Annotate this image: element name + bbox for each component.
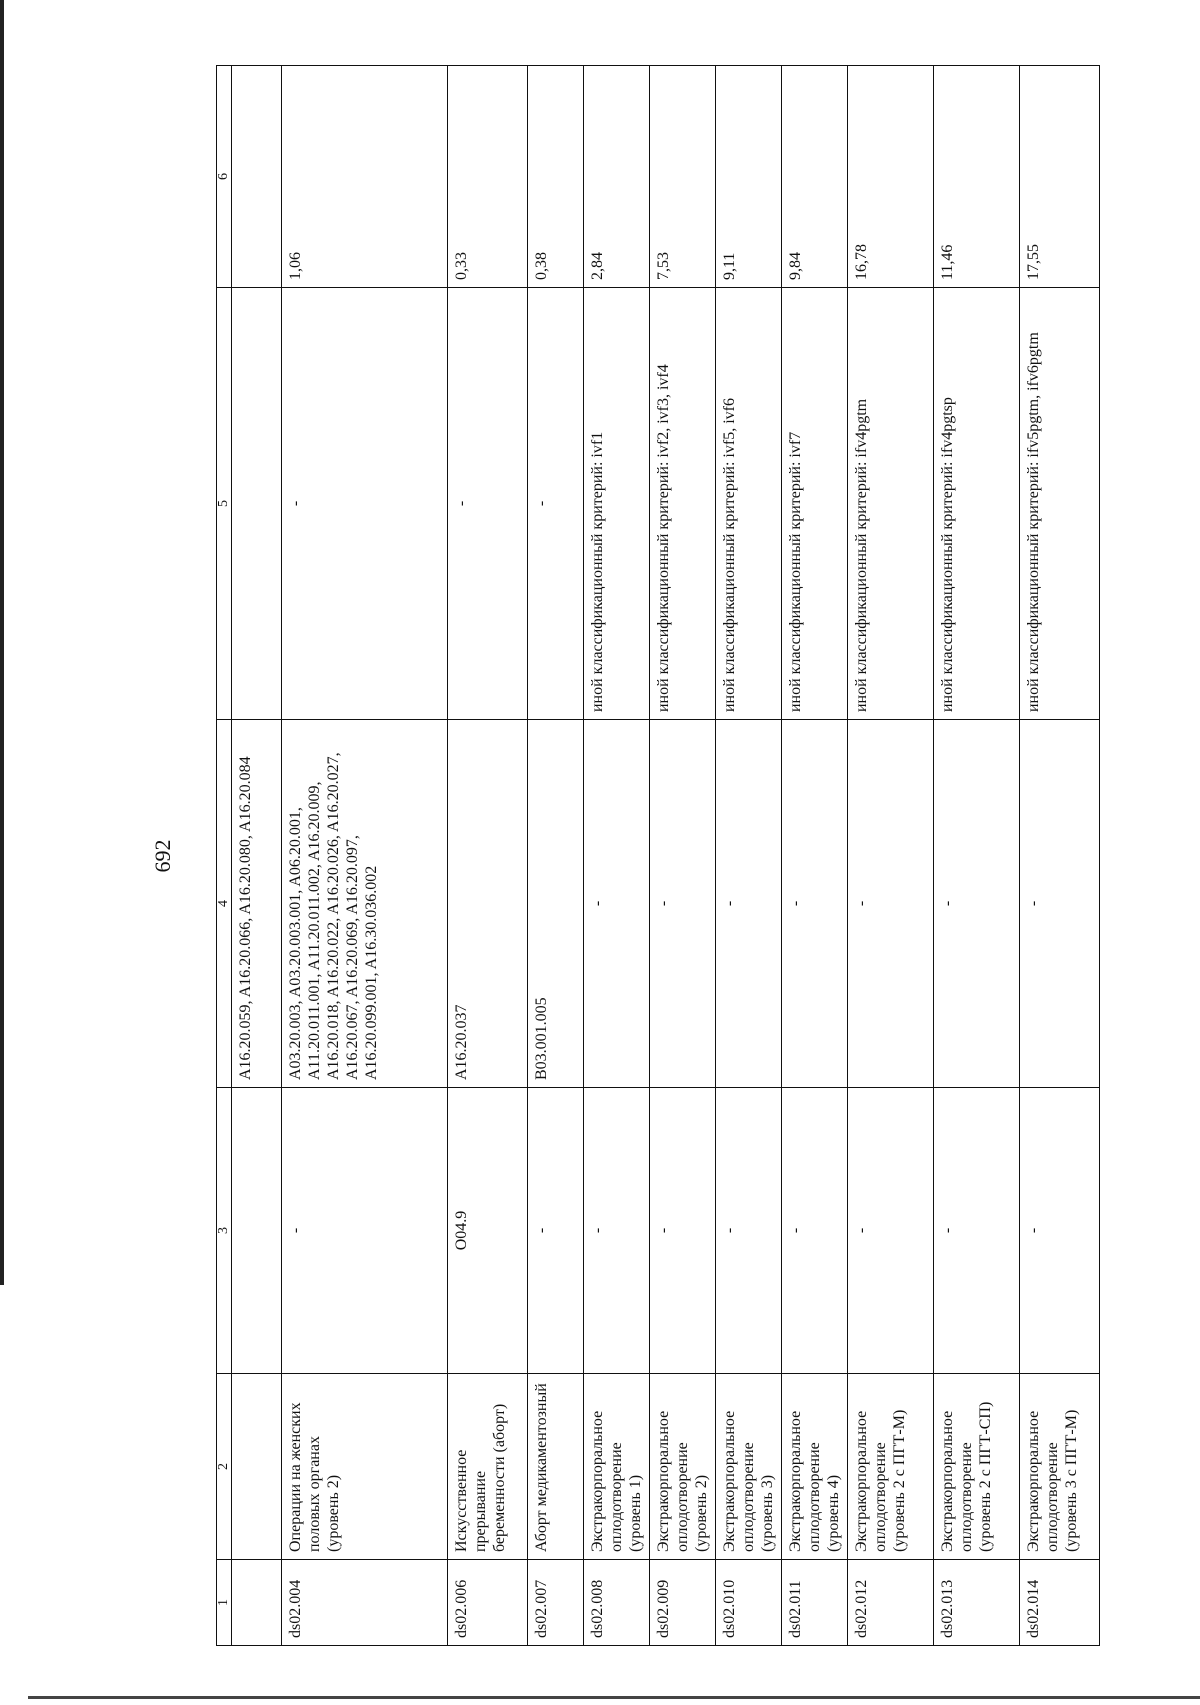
icd-code-cell: - — [282, 1088, 448, 1374]
code-cell: ds02.006 — [448, 1560, 528, 1646]
table-row — [650, 66, 716, 1646]
column-header: 5 — [217, 288, 232, 720]
criteria-cell: иной классификационный критерий: ifv4pgtm — [848, 288, 934, 720]
name-cell — [232, 1374, 282, 1560]
name-cell: Экстракорпоральное оплодотворение (уровень 2 с ПГТ-СП) — [934, 1374, 1020, 1560]
icd-code-cell: - — [934, 1088, 1020, 1374]
name-cell: Экстракорпоральное оплодотворение (уровень 1) — [584, 1374, 650, 1560]
criteria-cell: иной классификационный критерий: ivf7 — [782, 288, 848, 720]
scan-edge-line — [0, 0, 4, 1285]
table-row — [1020, 66, 1100, 1646]
scan-bottom-line — [28, 1696, 1200, 1699]
table-row — [232, 66, 282, 1646]
name-cell: Экстракорпоральное оплодотворение (уровень 2 с ПГТ-М) — [848, 1374, 934, 1560]
code-cell: ds02.014 — [1020, 1560, 1100, 1646]
criteria-cell: иной классификационный критерий: ifv5pgtm, ifv6pgtm — [1020, 288, 1100, 720]
code-cell: ds02.010 — [716, 1560, 782, 1646]
criteria-cell: иной классификационный критерий: ifv4pgtsp — [934, 288, 1020, 720]
page-number: 692 — [150, 839, 175, 873]
column-header: 1 — [217, 1560, 232, 1646]
criteria-cell: иной классификационный критерий: ivf2, ivf3, ivf4 — [650, 288, 716, 720]
name-cell: Экстракорпоральное оплодотворение (уровень 3 с ПГТ-М) — [1020, 1374, 1100, 1560]
icd-code-cell: - — [650, 1088, 716, 1374]
coefficient-cell — [232, 66, 282, 288]
name-cell: Искусственное прерывание беременности (аборт) — [448, 1374, 528, 1560]
icd-code-cell: - — [584, 1088, 650, 1374]
coefficient-cell: 0,33 — [448, 66, 528, 288]
column-header: 2 — [217, 1374, 232, 1560]
service-codes-cell: B03.001.005 — [528, 720, 584, 1088]
icd-code-cell: - — [1020, 1088, 1100, 1374]
code-cell: ds02.007 — [528, 1560, 584, 1646]
table-row — [528, 66, 584, 1646]
name-cell: Операции на женских половых органах (уровень 2) — [282, 1374, 448, 1560]
criteria-cell: - — [282, 288, 448, 720]
rotated-page — [150, 66, 1200, 1646]
coefficient-cell: 9,84 — [782, 66, 848, 288]
service-codes-cell: - — [934, 720, 1020, 1088]
service-codes-cell: A03.20.003, A03.20.003.001, A06.20.001, A11.20.011.001, A11.20.011.002, A16.20.009, A16.20.018, A16.20.022, A16.20.026, A16.20.027, A16.20.067, A16.20.069, A16.20.097, A16.20.099.001, A16.30.036.002 — [282, 720, 448, 1088]
service-codes-cell: A16.20.037 — [448, 720, 528, 1088]
column-number-row — [217, 66, 232, 1646]
coefficient-cell: 1,06 — [282, 66, 448, 288]
name-cell: Экстракорпоральное оплодотворение (уровень 4) — [782, 1374, 848, 1560]
icd-code-cell: - — [716, 1088, 782, 1374]
coefficient-cell: 16,78 — [848, 66, 934, 288]
code-cell: ds02.013 — [934, 1560, 1020, 1646]
icd-code-cell: - — [782, 1088, 848, 1374]
table-row — [282, 66, 448, 1646]
criteria-cell: иной классификационный критерий: ivf5, ivf6 — [716, 288, 782, 720]
tariff-table — [216, 65, 1100, 1646]
table-row — [716, 66, 782, 1646]
code-cell: ds02.008 — [584, 1560, 650, 1646]
criteria-cell: - — [448, 288, 528, 720]
service-codes-cell: A16.20.059, A16.20.066, A16.20.080, A16.20.084 — [232, 720, 282, 1088]
icd-code-cell: - — [848, 1088, 934, 1374]
service-codes-cell: - — [848, 720, 934, 1088]
code-cell — [232, 1560, 282, 1646]
service-codes-cell: - — [782, 720, 848, 1088]
column-header: 4 — [217, 720, 232, 1088]
criteria-cell: иной классификационный критерий: ivf1 — [584, 288, 650, 720]
column-header: 6 — [217, 66, 232, 288]
table-row — [782, 66, 848, 1646]
criteria-cell: - — [528, 288, 584, 720]
coefficient-cell: 0,38 — [528, 66, 584, 288]
coefficient-cell: 9,11 — [716, 66, 782, 288]
table-row — [934, 66, 1020, 1646]
table-row — [448, 66, 528, 1646]
coefficient-cell: 2,84 — [584, 66, 650, 288]
code-cell: ds02.012 — [848, 1560, 934, 1646]
code-cell: ds02.011 — [782, 1560, 848, 1646]
icd-code-cell: O04.9 — [448, 1088, 528, 1374]
table-body — [232, 66, 1100, 1646]
coefficient-cell: 11,46 — [934, 66, 1020, 288]
column-header: 3 — [217, 1088, 232, 1374]
service-codes-cell: - — [584, 720, 650, 1088]
service-codes-cell: - — [1020, 720, 1100, 1088]
icd-code-cell — [232, 1088, 282, 1374]
table-row — [848, 66, 934, 1646]
name-cell: Аборт медикаментозный — [528, 1374, 584, 1560]
name-cell: Экстракорпоральное оплодотворение (уровень 3) — [716, 1374, 782, 1560]
code-cell: ds02.009 — [650, 1560, 716, 1646]
table-row — [584, 66, 650, 1646]
code-cell: ds02.004 — [282, 1560, 448, 1646]
name-cell: Экстракорпоральное оплодотворение (уровень 2) — [650, 1374, 716, 1560]
criteria-cell — [232, 288, 282, 720]
icd-code-cell: - — [528, 1088, 584, 1374]
service-codes-cell: - — [716, 720, 782, 1088]
service-codes-cell: - — [650, 720, 716, 1088]
coefficient-cell: 17,55 — [1020, 66, 1100, 288]
coefficient-cell: 7,53 — [650, 66, 716, 288]
